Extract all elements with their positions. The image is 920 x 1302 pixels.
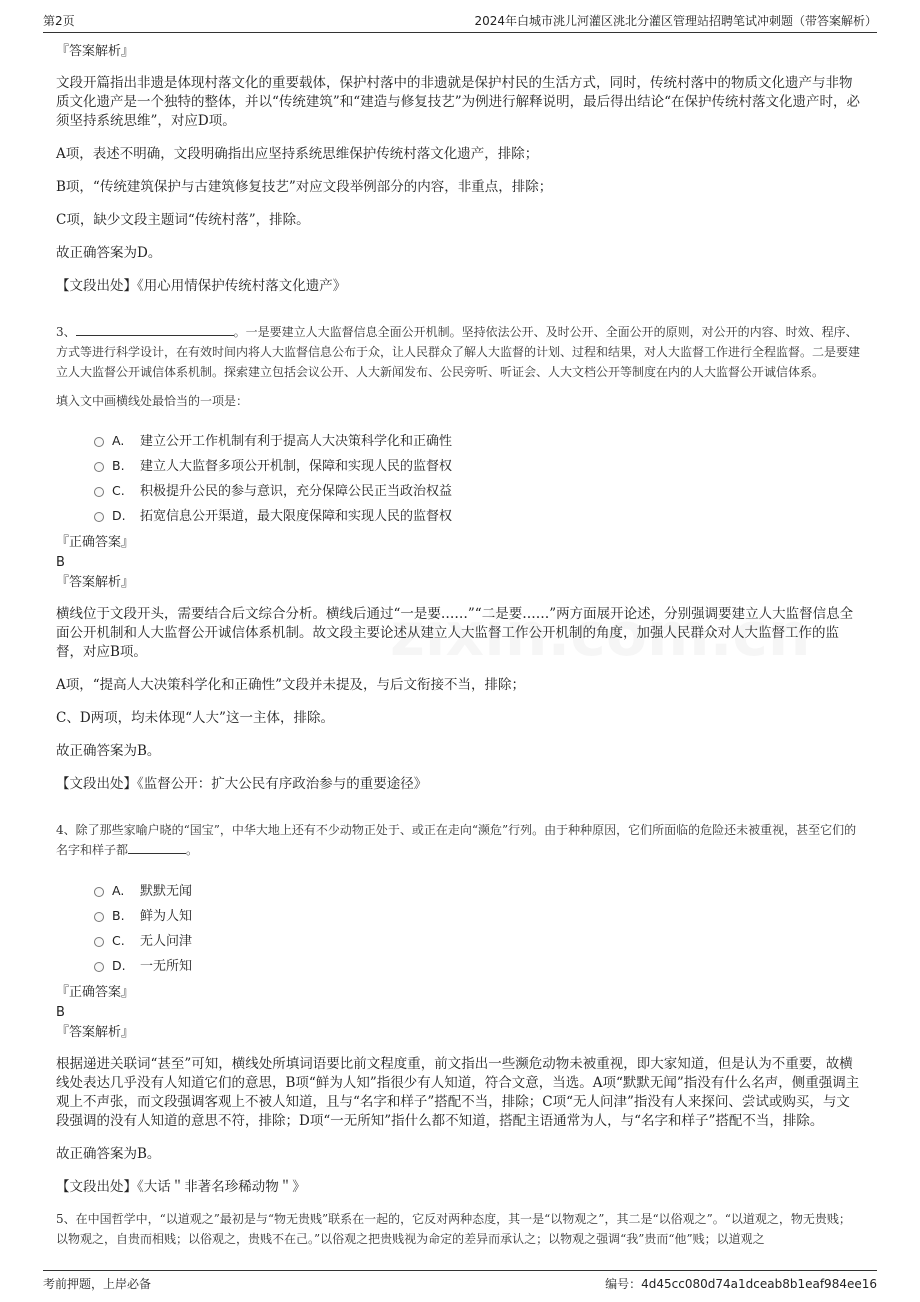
question-5-text: 5、在中国哲学中，“以道观之”最初是与“物无贵贱”联系在一起的，它反对两种态度，其一是“以物观之”，其二是“以俗观之”。“以道观之，物无贵贱；以物观之，自贵而相贱；以俗观之，贵贱不在己。”以俗观之把贵贱视为命定的差异而承认之；以物观之强调“我”贵而“他”贱；以道观之	[56, 1212, 851, 1246]
footer-slogan: 考前押题，上岸必备	[43, 1277, 152, 1291]
radio-icon[interactable]	[94, 912, 104, 922]
page-content	[56, 40, 862, 1259]
question-3-instruction: 填入文中画横线处最恰当的一项是：	[56, 394, 249, 408]
question-body: 。一是要建立人大监督信息全面公开机制。坚持依法公开、及时公开、全面公开的原则，对公开的内容、时效、程序、方式等进行科学设计，在有效时间内将人大监督信息公布于众，让人民群众了解人大监督的计划、过程和结果，对人大监督工作进行全程监督。二是要建立人大监督公开诚信体系机制。探索建立包括会议公开、人大新闻发布、公民旁听、听证会、人大文档公开等制度在内的人大监督公开诚信体系。	[56, 325, 861, 379]
question-3-text	[56, 322, 862, 382]
analysis-conclusion: 故正确答案为B。	[56, 743, 161, 759]
document-title: 2024年白城市洮儿河灌区洮北分灌区管理站招聘笔试冲刺题（带答案解析）	[474, 14, 877, 28]
option-a[interactable]: A. 默默无闻	[94, 878, 862, 903]
passage-source: 【文段出处】《大话＂非著名珍稀动物＂》	[56, 1179, 306, 1195]
page-number: 第2页	[43, 14, 75, 28]
analysis-option-a: A项，“提高人大决策科学化和正确性”文段并未提及，与后文衔接不当，排除；	[56, 677, 526, 693]
analysis-label: 『答案解析』	[56, 44, 135, 59]
correct-answer: B	[56, 1005, 65, 1020]
radio-icon[interactable]	[94, 437, 104, 447]
correct-answer: B	[56, 555, 65, 570]
analysis-text: 横线位于文段开头，需要结合后文综合分析。横线后通过“一是要……”“二是要……”两方面展开论述，分别强调要建立人大监督信息全面公开机制和人大监督公开诚信体系机制。故文段主要论述从建立人大监督工作公开机制的角度，加强人民群众对人大监督工作的监督，对应B项。	[56, 606, 854, 660]
analysis-option-cd: C、D两项，均未体现“人大”这一主体，排除。	[56, 710, 334, 726]
correct-answer-label: 『正确答案』	[56, 535, 135, 550]
fill-blank	[76, 323, 234, 336]
analysis-label: 『答案解析』	[56, 575, 135, 590]
question-number: 3、	[56, 325, 76, 339]
option-d[interactable]: D. 拓宽信息公开渠道，最大限度保障和实现人民的监督权	[94, 503, 862, 528]
analysis-option-c: C项，缺少文段主题词“传统村落”，排除。	[56, 212, 310, 228]
radio-icon[interactable]	[94, 487, 104, 497]
analysis-label: 『答案解析』	[56, 1025, 135, 1040]
analysis-conclusion: 故正确答案为D。	[56, 245, 162, 261]
document-code: 编号：4d45cc080d74a1dceab8b1eaf984ee16	[605, 1277, 877, 1291]
question-4-options	[94, 878, 862, 978]
analysis-text: 根据递进关联词“甚至”可知，横线处所填词语要比前文程度重，前文指出一些濒危动物未被重视，即大家知道，但是认为不重要，故横线处表达几乎没有人知道它们的意思，B项“鲜为人知”指很少有人知道，符合文意，当选。A项“默默无闻”指没有什么名声，侧重强调主观上不声张，而文段强调客观上不被人知道，且与“名字和样子”搭配不当，排除；C项“无人问津”指没有人来探问、尝试或购买，与文段强调的没有人知道的意思不符，排除；D项“一无所知”指什么都不知道，搭配主语通常为人，与“名字和样子”搭配不当，排除。	[56, 1056, 860, 1129]
question-4-text: 4、除了那些家喻户晓的“国宝”，中华大地上还有不少动物正处于、或正在走向“濒危”行列。由于种种原因，它们所面临的危险还未被重视，甚至它们的名字和样子都 。	[56, 823, 857, 857]
option-a[interactable]: A. 建立公开工作机制有利于提高人大决策科学化和正确性	[94, 428, 862, 453]
fill-blank	[128, 841, 186, 854]
option-c[interactable]: C. 积极提升公民的参与意识，充分保障公民正当政治权益	[94, 478, 862, 503]
correct-answer-label: 『正确答案』	[56, 985, 135, 1000]
radio-icon[interactable]	[94, 962, 104, 972]
page-footer	[43, 1270, 877, 1293]
option-c[interactable]: C. 无人问津	[94, 928, 862, 953]
passage-source: 【文段出处】《用心用情保护传统村落文化遗产》	[56, 278, 347, 294]
analysis-text: 文段开篇指出非遗是体现村落文化的重要载体，保护村落中的非遗就是保护村民的生活方式，同时，传统村落中的物质文化遗产与非物质文化遗产是一个独特的整体，并以“传统建筑”和“建造与修复技艺”为例进行解释说明，最后得出结论“在保护传统村落文化遗产时，必须坚持系统思维”，对应D项。	[56, 75, 861, 129]
radio-icon[interactable]	[94, 462, 104, 472]
option-b[interactable]: B. 建立人大监督多项公开机制，保障和实现人民的监督权	[94, 453, 862, 478]
question-3-options	[94, 428, 862, 528]
analysis-option-a: A项，表述不明确，文段明确指出应坚持系统思维保护传统村落文化遗产，排除；	[56, 146, 539, 162]
option-d[interactable]: D. 一无所知	[94, 953, 862, 978]
radio-icon[interactable]	[94, 512, 104, 522]
analysis-conclusion: 故正确答案为B。	[56, 1146, 161, 1162]
passage-source: 【文段出处】《监督公开：扩大公民有序政治参与的重要途径》	[56, 776, 428, 792]
page-header	[43, 10, 877, 33]
analysis-option-b: B项，“传统建筑保护与古建筑修复技艺”对应文段举例部分的内容，非重点，排除；	[56, 179, 553, 195]
radio-icon[interactable]	[94, 887, 104, 897]
question-body: 4、除了那些家喻户晓的“国宝”，中华大地上还有不少动物正处于、或正在走向“濒危”行列。由于种种原因，它们所面临的危险还未被重视，甚至它们的名字和样子都	[56, 823, 857, 857]
option-b[interactable]: B. 鲜为人知	[94, 903, 862, 928]
radio-icon[interactable]	[94, 937, 104, 947]
